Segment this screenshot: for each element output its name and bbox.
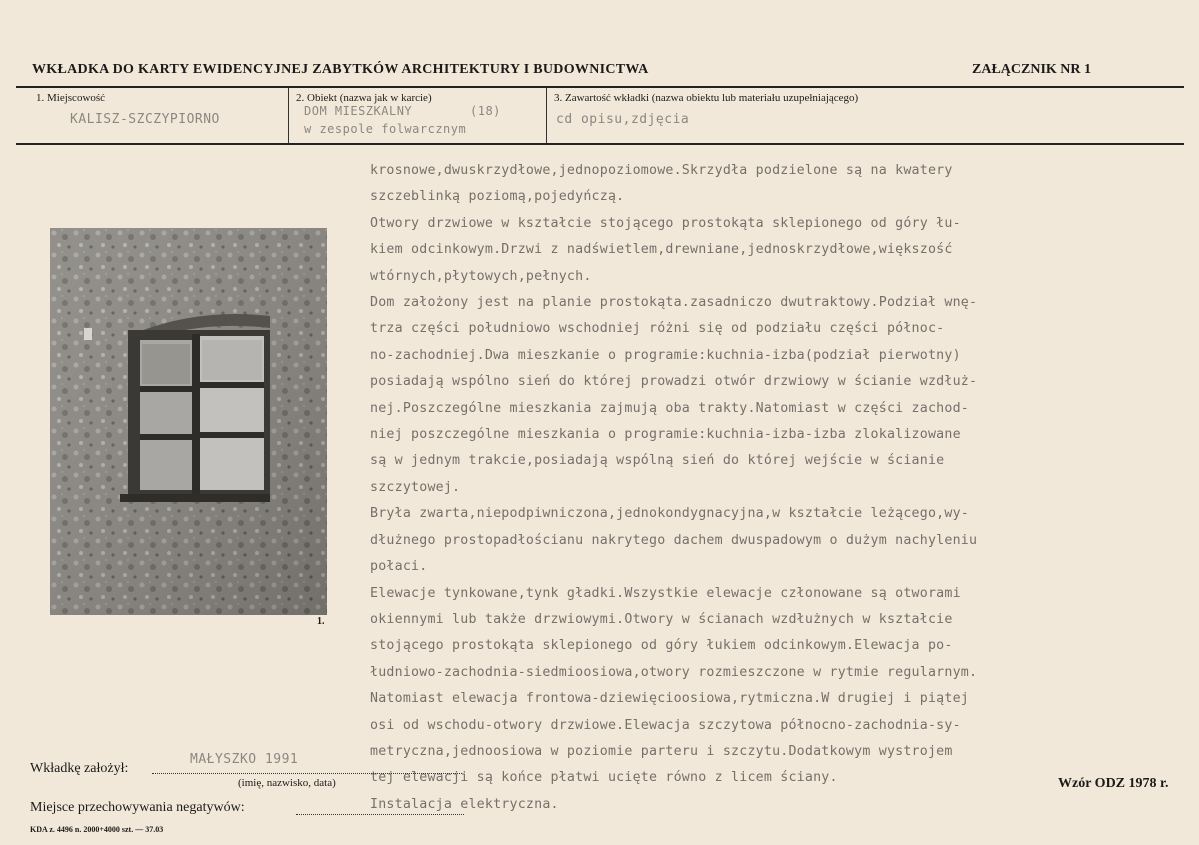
created-by-label: Wkładkę założył: — [30, 761, 129, 776]
content-label: 3. Zawartość wkładki (nazwa obiektu lub materiału uzupełniającego) — [554, 92, 859, 104]
object-number: (18) — [470, 104, 501, 118]
negatives-location-dotline — [296, 814, 464, 815]
annex-number: ZAŁĄCZNIK NR 1 — [972, 62, 1092, 77]
locality-value: KALISZ-SZCZYPIORNO — [70, 112, 220, 127]
form-title: WKŁADKA DO KARTY EWIDENCYJNEJ ZABYTKÓW ARCHITEKTURY I BUDOWNICTWA — [32, 62, 649, 77]
description-line: Bryła zwarta,niepodpiwniczona,jednokondygnacyjna,w kształcie leżącego,wy- — [370, 506, 969, 522]
description-line: stojącego prostokąta sklepionego od góry łukiem odcinkowym.Elewacja po- — [370, 638, 953, 654]
content-value: cd opisu,zdjęcia — [556, 112, 690, 127]
header-rule-bottom — [16, 143, 1184, 145]
description-line: nej.Poszczególne mieszkania zajmują oba trakty.Natomiast w części zachod- — [370, 400, 969, 416]
description-line: szczeblinką poziomą,pojedyńczą. — [370, 189, 625, 205]
description-line: łudniowo-zachodnia-siedmioosiowa,otwory rozmieszczone w rytmie regularnym. — [370, 664, 978, 680]
description-line: Dom założony jest na planie prostokąta.zasadniczo dwutraktowy.Podział wnę- — [370, 295, 978, 311]
facade-window-photo — [50, 228, 327, 615]
description-line: wtórnych,płytowych,pełnych. — [370, 268, 592, 284]
created-by-value: MAŁYSZKO 1991 — [190, 752, 299, 767]
description-line: kiem odcinkowym.Drzwi z nadświetlem,drewniane,jednoskrzydłowe,większość — [370, 242, 953, 258]
description-line: no-zachodniej.Dwa mieszkanie o programie:kuchnia-izba(podział pierwotny) — [370, 347, 961, 363]
description-line: są w jednym trakcie,posiadają wspólną sień do której wejście w ścianie — [370, 453, 945, 469]
locality-label: 1. Miejscowość — [36, 92, 106, 104]
description-line: okiennymi lub także drzwiowymi.Otwory w ścianach wzdłużnych w kształcie — [370, 611, 953, 627]
photo-number: 1. — [317, 616, 325, 627]
description-line: Otwory drzwiowe w kształcie stojącego prostokąta sklepionego od góry łu- — [370, 215, 961, 231]
description-line: tej elewacji są końce płatwi ucięte równo z licem ściany. — [370, 770, 838, 786]
description-line: trza części południowo wschodniej różni się od podziału części północ- — [370, 321, 945, 337]
field-divider-2 — [546, 88, 547, 143]
description-line: posiadają wspólno sień do której prowadzi otwór drzwiowy w ścianie wzdłuż- — [370, 374, 978, 390]
object-value-line2: w zespole folwarcznym — [304, 122, 467, 136]
description-line: dłużnego prostopadłościanu nakrytego dachem dwuspadowym o dużym nachyleniu — [370, 532, 978, 548]
description-text — [370, 158, 1180, 818]
description-line: metryczna,jednoosiowa w poziomie parteru i szczytu.Dodatkowym wystrojem — [370, 743, 953, 759]
description-line: niej poszczególne mieszkania o programie:kuchnia-izba-izba zlokalizowane — [370, 427, 961, 443]
description-line: szczytowej. — [370, 479, 461, 495]
print-info: KDA z. 4496 n. 2000+4000 szt. — 37.03 — [30, 825, 164, 834]
window-photo-image — [50, 228, 327, 615]
field-divider-1 — [288, 88, 289, 143]
form-model: Wzór ODZ 1978 r. — [1058, 776, 1169, 791]
description-line: Instalacja elektryczna. — [370, 796, 559, 812]
description-line: Natomiast elewacja frontowa-dziewięcioosiowa,rytmiczna.W drugiej i piątej — [370, 691, 969, 707]
description-line: Elewacje tynkowane,tynk gładki.Wszystkie elewacje członowane są otworami — [370, 585, 961, 601]
header-rule-top — [16, 86, 1184, 88]
created-by-caption: (imię, nazwisko, data) — [238, 777, 336, 789]
negatives-location-label: Miejsce przechowywania negatywów: — [30, 800, 245, 815]
created-by-dotline — [152, 773, 462, 774]
description-line: połaci. — [370, 559, 428, 575]
object-value-line1: DOM MIESZKALNY — [304, 104, 413, 118]
description-line: krosnowe,dwuskrzydłowe,jednopoziomowe.Skrzydła podzielone są na kwatery — [370, 163, 953, 178]
object-label: 2. Obiekt (nazwa jak w karcie) — [296, 92, 432, 104]
description-line: osi od wschodu-otwory drzwiowe.Elewacja szczytowa północno-zachodnia-sy- — [370, 717, 961, 733]
